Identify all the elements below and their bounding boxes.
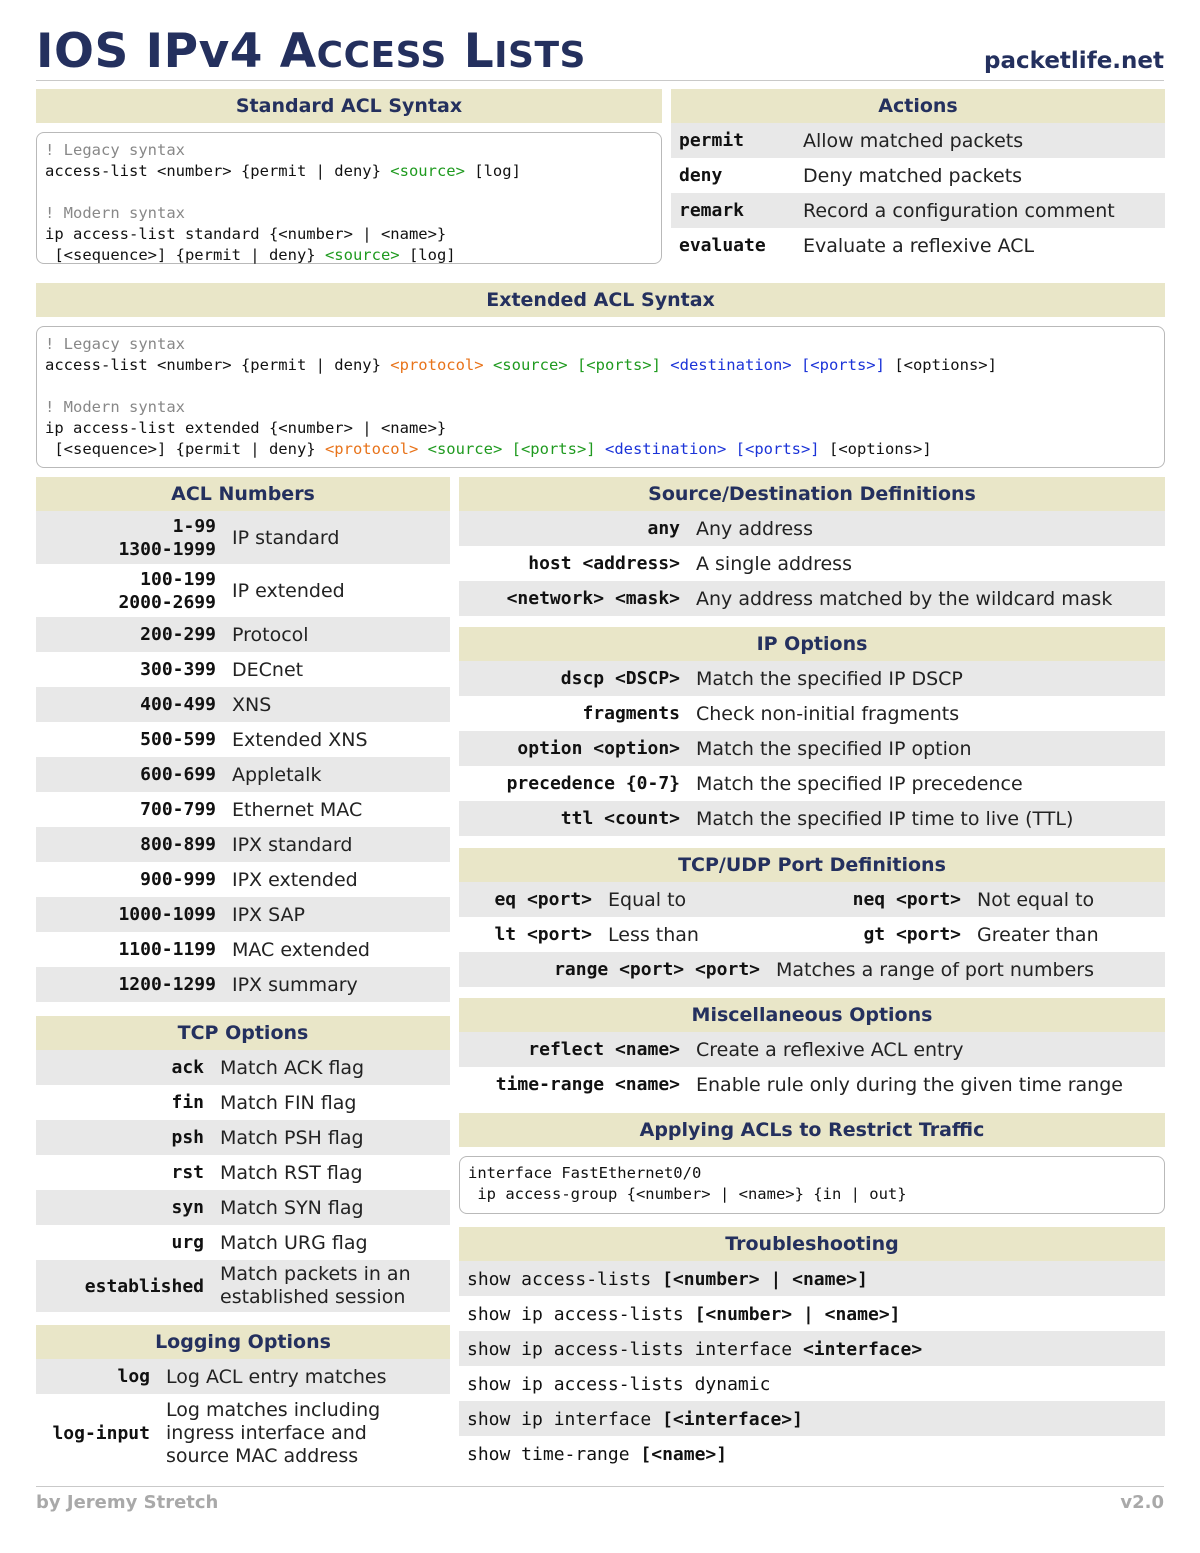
page-title: IOS IPv4 ACCESS LISTS — [36, 24, 586, 79]
code-comment: ! Legacy syntax — [45, 335, 185, 353]
table-row: fin Match FIN flag — [171, 1091, 357, 1114]
table-row: ttl <count> Match the specified IP time to live (TTL) — [459, 801, 1165, 836]
ip-options-section — [459, 627, 1165, 836]
table-row: 700-799 Ethernet MAC — [140, 798, 363, 821]
section-header: Logging Options — [36, 1325, 450, 1359]
misc-options-table — [459, 1032, 1165, 1102]
table-row: show ip access-lists dynamic — [467, 1373, 771, 1395]
table-row: host <address> A single address — [528, 552, 852, 575]
code-line: [<sequence>] {permit | deny} <source> [log] — [45, 246, 456, 264]
actions-section — [671, 89, 1165, 263]
code-line: interface FastEthernet0/0 — [468, 1164, 702, 1182]
standard-acl-section — [36, 89, 662, 264]
section-header: TCP/UDP Port Definitions — [459, 848, 1165, 882]
section-header: IP Options — [459, 627, 1165, 661]
section-header: Miscellaneous Options — [459, 998, 1165, 1032]
tcp-options-table — [36, 1050, 450, 1312]
src-dst-section — [459, 477, 1165, 616]
code-block — [36, 326, 1165, 468]
table-row: 800-899 IPX standard — [36, 827, 450, 862]
code-comment: ! Legacy syntax — [45, 141, 185, 159]
table-row: evaluate Evaluate a reflexive ACL — [679, 234, 1035, 257]
version-label: v2.0 — [1120, 1492, 1164, 1513]
table-row: range <port> <port> Matches a range of port numbers — [459, 952, 1165, 987]
table-row: option <option> Match the specified IP option — [459, 731, 1165, 766]
port-definitions-table — [459, 882, 1165, 987]
section-header: Extended ACL Syntax — [36, 283, 1165, 317]
table-row: dscp <DSCP> Match the specified IP DSCP — [459, 661, 1165, 696]
code-line: ip access-list standard {<number> | <name>} — [45, 225, 447, 243]
table-row: reflect <name> Create a reflexive ACL entry — [459, 1032, 1165, 1067]
table-row: 1000-1099 IPX SAP — [36, 897, 450, 932]
code-line: [<sequence>] {permit | deny} <protocol> <source> [<ports>] <destination> [<ports>] [<options>] — [45, 440, 932, 458]
section-header: Actions — [671, 89, 1165, 123]
section-header: Applying ACLs to Restrict Traffic — [459, 1113, 1165, 1147]
table-row: 1100-1199 MAC extended — [118, 938, 370, 961]
table-row: 200-299 Protocol — [36, 617, 450, 652]
table-row: 100-199 2000-2699 IP extended — [118, 568, 345, 613]
section-header: Troubleshooting — [459, 1227, 1165, 1261]
table-row: eq <port> Equal to neq <port> Not equal to — [459, 882, 1165, 917]
table-row: log Log ACL entry matches — [36, 1359, 450, 1394]
table-row: 400-499 XNS — [36, 687, 450, 722]
logging-options-table — [36, 1359, 450, 1472]
code-spacer — [45, 182, 653, 203]
code-comment: ! Modern syntax — [45, 204, 185, 222]
troubleshooting-section — [459, 1227, 1165, 1471]
applying-acls-section — [459, 1113, 1165, 1214]
table-row: log-input Log matches including ingress interface and source MAC address — [52, 1398, 381, 1467]
logging-options-section — [36, 1325, 450, 1472]
table-row: show time-range [<name>] — [467, 1443, 728, 1465]
author-credit: by Jeremy Stretch — [36, 1492, 219, 1513]
misc-options-section — [459, 998, 1165, 1102]
table-row: show access-lists [<number> | <name>] — [459, 1261, 1165, 1296]
table-row: remark Record a configuration comment — [671, 193, 1165, 228]
code-line: access-list <number> {permit | deny} <source> [log] — [45, 162, 521, 180]
port-definitions-section — [459, 848, 1165, 987]
table-row: fragments Check non-initial fragments — [582, 702, 960, 725]
title-divider — [36, 80, 1164, 81]
table-row: lt <port> Less than gt <port> Greater than — [494, 923, 1099, 946]
code-line: ip access-list extended {<number> | <name>} — [45, 419, 447, 437]
actions-table — [671, 123, 1165, 263]
table-row: rst Match RST flag — [171, 1161, 363, 1184]
troubleshooting-table — [459, 1261, 1165, 1471]
table-row: permit Allow matched packets — [671, 123, 1165, 158]
ip-options-table — [459, 661, 1165, 836]
table-row: precedence {0-7} Match the specified IP precedence — [506, 772, 1023, 795]
table-row: syn Match SYN flag — [36, 1190, 450, 1225]
table-row: show ip access-lists interface <interface> — [459, 1331, 1165, 1366]
table-row: 1200-1299 IPX summary — [36, 967, 450, 1002]
acl-numbers-table — [36, 511, 450, 1002]
table-row: 600-699 Appletalk — [36, 757, 450, 792]
site-name: packetlife.net — [984, 48, 1164, 74]
section-header: Standard ACL Syntax — [36, 89, 662, 123]
code-block — [459, 1156, 1165, 1214]
section-header: ACL Numbers — [36, 477, 450, 511]
extended-acl-section — [36, 283, 1165, 468]
code-line: ip access-group {<number> | <name>} {in | out} — [468, 1185, 907, 1203]
table-row: 900-999 IPX extended — [140, 868, 358, 891]
table-row: 500-599 Extended XNS — [140, 728, 368, 751]
code-line: access-list <number> {permit | deny} <protocol> <source> [<ports>] <destination> [<ports>] [<options>] — [45, 356, 997, 374]
table-row: 300-399 DECnet — [140, 658, 304, 681]
table-row: urg Match URG flag — [171, 1231, 368, 1254]
table-row: psh Match PSH flag — [36, 1120, 450, 1155]
table-row: established Match packets in an established session — [36, 1260, 450, 1312]
code-spacer — [45, 376, 1156, 397]
tcp-options-section — [36, 1016, 450, 1312]
table-row: time-range <name> Enable rule only during the given time range — [495, 1073, 1123, 1096]
src-dst-table — [459, 511, 1165, 616]
table-row: deny Deny matched packets — [679, 164, 1023, 187]
code-comment: ! Modern syntax — [45, 398, 185, 416]
table-row: any Any address — [459, 511, 1165, 546]
table-row: <network> <mask> Any address matched by the wildcard mask — [459, 581, 1165, 616]
table-row: 1-99 1300-1999 IP standard — [36, 511, 450, 564]
acl-numbers-section — [36, 477, 450, 1002]
table-row: show ip interface [<interface>] — [459, 1401, 1165, 1436]
footer-divider — [36, 1486, 1164, 1487]
section-header: Source/Destination Definitions — [459, 477, 1165, 511]
table-row: ack Match ACK flag — [36, 1050, 450, 1085]
table-row: show ip access-lists [<number> | <name>] — [467, 1303, 901, 1325]
section-header: TCP Options — [36, 1016, 450, 1050]
code-block — [36, 132, 662, 264]
